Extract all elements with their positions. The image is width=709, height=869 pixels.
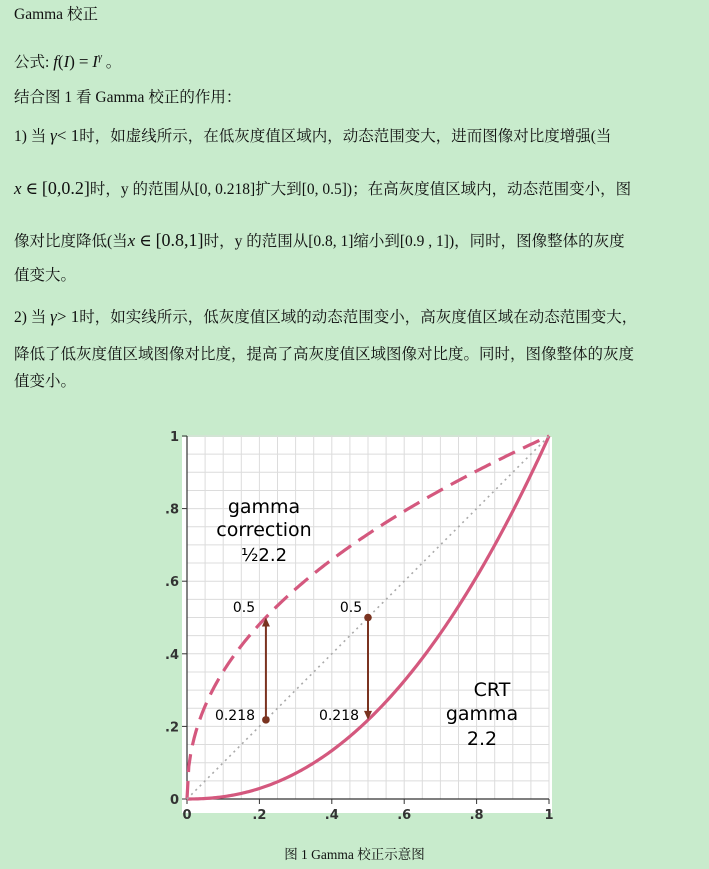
item1-in2: ∈ xyxy=(139,231,152,250)
item1-line3 xyxy=(14,230,625,252)
item1-line3-text: 时，y 的范围从[0.8, 1]缩小到[0.9 , 1])，同时，图像整体的灰度 xyxy=(203,233,625,250)
arrow-a-top-label: 0.5 xyxy=(232,600,256,616)
x-tick-label: 0 xyxy=(182,808,192,823)
arrow-b-top-label: 0.5 xyxy=(339,600,363,616)
y-tick-label: .2 xyxy=(165,720,179,736)
item1-line3-prefix: 像对比度降低(当 xyxy=(14,233,128,250)
item2-line2: 降低了低灰度值区域图像对比度，提高了高灰度值区域图像对比度。同时，图像整体的灰度 xyxy=(14,346,635,363)
formula-suffix: 。 xyxy=(105,54,122,71)
item1-range2: [0.8,1] xyxy=(155,230,204,250)
formula-exponent: γ xyxy=(97,52,102,63)
arrow-dot-0 xyxy=(262,716,270,724)
item1-range: [0,0.2] xyxy=(41,178,90,198)
y-tick-label: .4 xyxy=(165,647,179,663)
gamma-correction-label-2: correction xyxy=(216,519,312,541)
gamma-chart xyxy=(160,425,570,835)
y-tick-label: .8 xyxy=(165,502,179,518)
crt-gamma-label-3: 2.2 xyxy=(466,728,498,750)
arrow-dot-1 xyxy=(364,614,372,622)
gamma-correction-label-3: ½2.2 xyxy=(240,545,288,566)
item1-prefix: 1) 当 xyxy=(14,128,47,145)
arrow-a-bottom-label: 0.218 xyxy=(214,708,256,724)
item1-line2-text: 时，y 的范围从[0, 0.218]扩大到[0, 0.5])；在高灰度值区域内，动态范围变小，图 xyxy=(89,181,632,198)
intro-text: 结合图 1 看 Gamma 校正的作用： xyxy=(14,89,242,106)
item1-line1-text: 时，如虚线所示，在低灰度值区域内，动态范围变大，进而图像对比度增强(当 xyxy=(79,128,612,145)
x-tick-label: .8 xyxy=(469,808,484,823)
item1-in: ∈ xyxy=(25,179,39,198)
item2-line1 xyxy=(14,307,637,328)
formula-rp: ) xyxy=(69,52,75,71)
x-tick-label: 1 xyxy=(544,808,554,823)
item1-x: x xyxy=(14,179,22,198)
item2-prefix: 2) 当 xyxy=(14,309,47,326)
formula-base: I xyxy=(92,52,98,71)
item1-x2: x xyxy=(127,231,136,250)
item1-gamma: γ xyxy=(50,126,57,145)
arrow-b-bottom-label: 0.218 xyxy=(318,708,360,724)
item1-line2 xyxy=(14,178,631,200)
x-tick-label: .4 xyxy=(324,808,339,823)
x-tick-label: .6 xyxy=(397,808,412,823)
item2-line1-text: 时，如实线所示，低灰度值区域的动态范围变小，高灰度值区域在动态范围变大， xyxy=(79,309,638,326)
item2-condition: > 1 xyxy=(56,307,80,326)
formula-eq: = xyxy=(78,52,89,71)
figure-caption: 图 1 Gamma 校正示意图 xyxy=(284,847,425,862)
y-tick-label: .6 xyxy=(165,575,179,591)
y-tick-label: 0 xyxy=(169,793,179,808)
formula-f: f xyxy=(53,52,58,71)
x-tick-label: .2 xyxy=(252,808,267,823)
heading: Gamma 校正 xyxy=(14,6,98,23)
item1-line1 xyxy=(14,126,611,147)
formula-var: I xyxy=(63,52,70,71)
formula-line xyxy=(14,52,121,75)
formula-lp: ( xyxy=(57,52,64,71)
formula-prefix: 公式: xyxy=(14,54,50,71)
item1-condition: < 1 xyxy=(56,126,80,145)
gamma-correction-label-1: gamma xyxy=(227,496,301,518)
item2-gamma: γ xyxy=(50,307,57,326)
crt-gamma-label-2: gamma xyxy=(445,703,519,725)
y-tick-label: 1 xyxy=(169,430,179,445)
item2-line3: 值变小。 xyxy=(14,373,77,390)
item1-line4: 值变大。 xyxy=(14,267,77,284)
crt-gamma-label-1: CRT xyxy=(473,679,511,701)
